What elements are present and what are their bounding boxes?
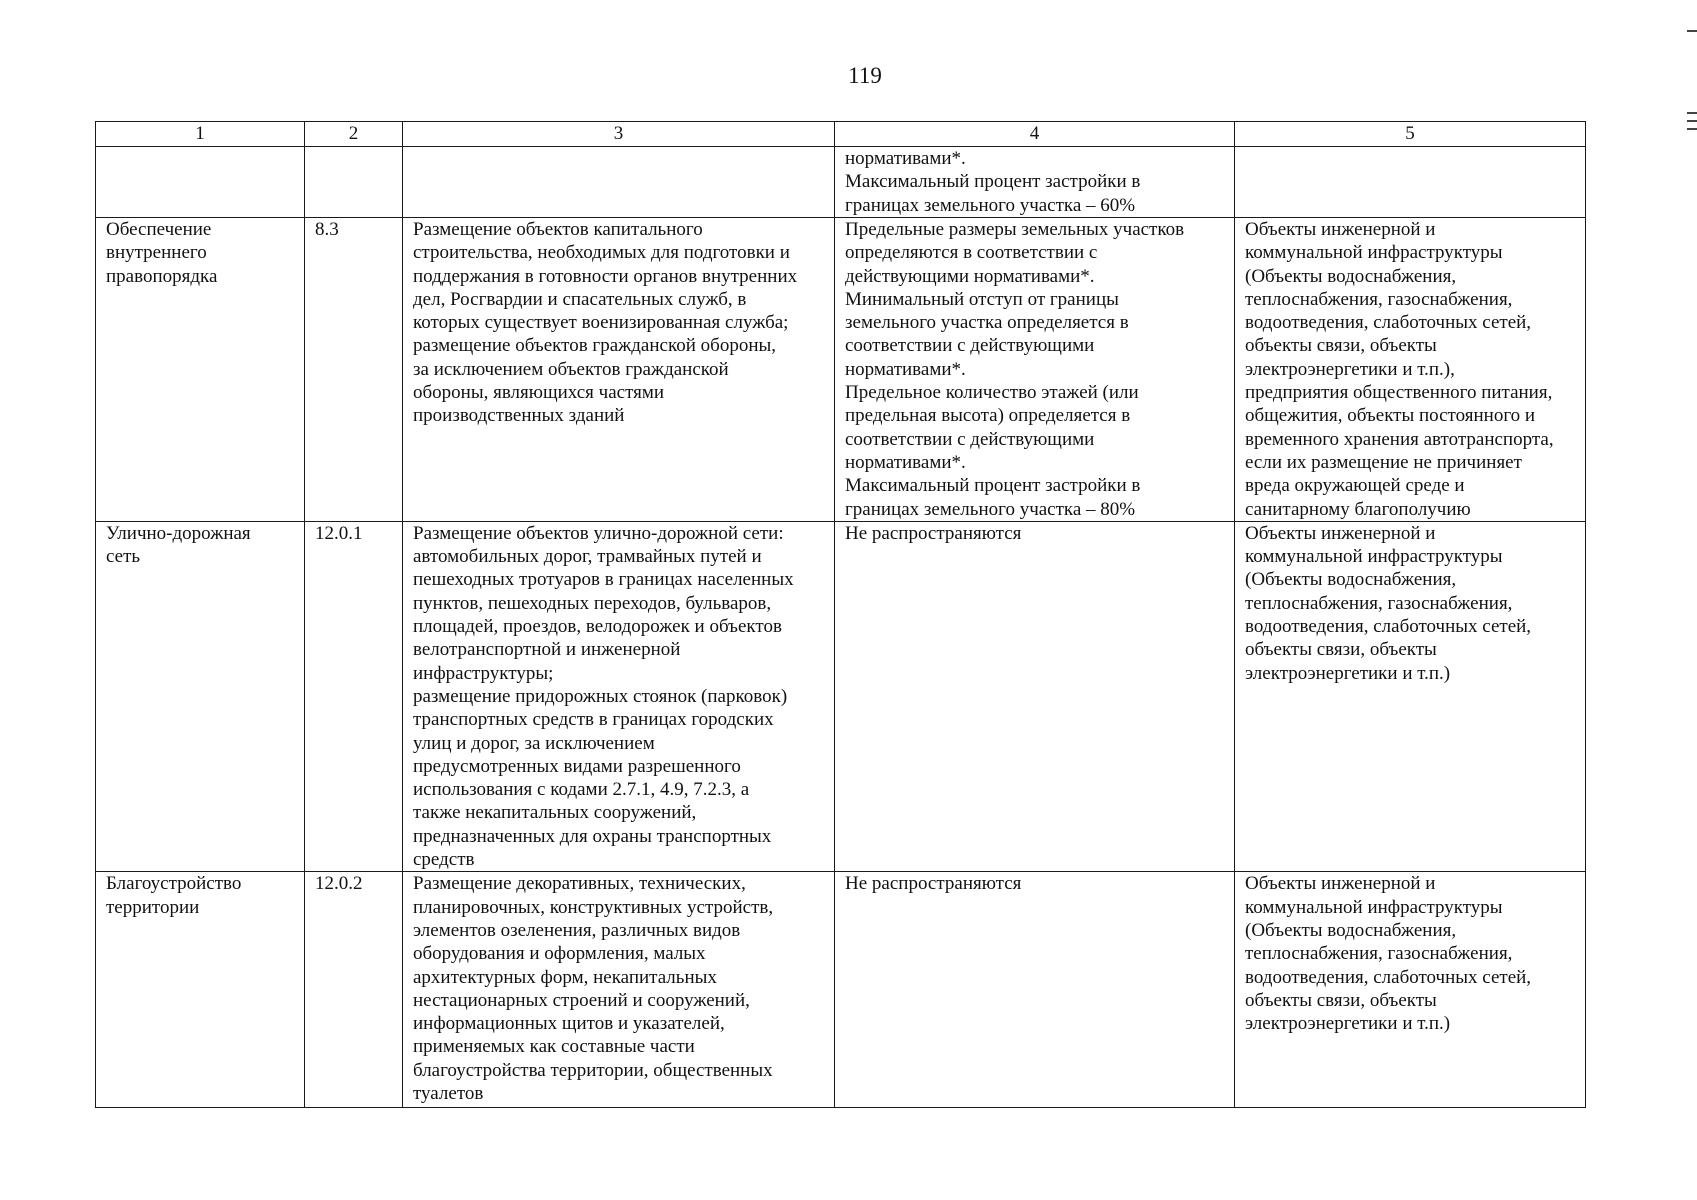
- auxiliary-cell: [1235, 218, 1586, 522]
- description-cell: [403, 872, 835, 1108]
- description-cell: [403, 147, 835, 218]
- use-description: Размещение декоративных, технических, планировочных, конструктивных устройств, элементов озеленения, различных видов оборудования и оформления, малых архитектурных форм, некапитальных нестационарных строений и сооружений, информационных щитов и указателей, применяемых как составные части благоустройства территории, общественных туалетов: [413, 873, 774, 1104]
- building-parameters: Не распространяются: [845, 873, 1022, 895]
- building-parameters: нормативами*. Максимальный процент застройки в границах земельного участка – 60%: [845, 148, 1141, 216]
- column-header: 5: [1235, 122, 1586, 147]
- edge-mark: [1687, 120, 1697, 122]
- use-code-cell: [305, 521, 403, 871]
- regulations-table: [95, 121, 1586, 1108]
- table-row: [96, 872, 1586, 1108]
- table-row: [96, 147, 1586, 218]
- parameters-cell: [835, 872, 1235, 1108]
- use-name: Благоустройство территории: [106, 873, 242, 918]
- use-code-cell: [305, 218, 403, 522]
- description-cell: [403, 218, 835, 522]
- table-row: [96, 218, 1586, 522]
- use-name: Обеспечение внутреннего правопорядка: [106, 219, 218, 287]
- use-name-cell: [96, 521, 305, 871]
- use-code-cell: [305, 872, 403, 1108]
- column-header: 3: [403, 122, 835, 147]
- use-name-cell: [96, 872, 305, 1108]
- description-cell: [403, 521, 835, 871]
- building-parameters: Предельные размеры земельных участков определяются в соответствии с действующими нормативами*. Минимальный отступ от границы земельного участка определяется в соответствии с действующими нормативами*. Предельное количество этажей (или предельная высота) определяется в соответствии с действующими нормативами*. Максимальный процент застройки в границах земельного участка – 80%: [845, 219, 1185, 520]
- use-code: 12.0.2: [315, 873, 363, 895]
- auxiliary-cell: [1235, 521, 1586, 871]
- use-name: Улично-дорожная сеть: [106, 522, 251, 568]
- column-header: 2: [305, 122, 403, 147]
- use-name-cell: [96, 218, 305, 522]
- use-code: 12.0.1: [315, 522, 363, 544]
- header-row: [96, 122, 1586, 147]
- auxiliary-uses: Объекты инженерной и коммунальной инфраструктуры (Объекты водоснабжения, теплоснабжения, газоснабжения, водоотведения, слаботочных сетей, объекты связи, объекты электроэнергетики и т.п.): [1245, 873, 1532, 1035]
- parameters-cell: [835, 147, 1235, 218]
- building-parameters: Не распространяются: [845, 522, 1022, 544]
- auxiliary-cell: [1235, 872, 1586, 1108]
- auxiliary-uses: Объекты инженерной и коммунальной инфраструктуры (Объекты водоснабжения, теплоснабжения, газоснабжения, водоотведения, слаботочных сетей, объекты связи, объекты электроэнергетики и т.п.): [1245, 522, 1532, 684]
- edge-mark: [1687, 112, 1697, 114]
- use-code: 8.3: [315, 219, 339, 240]
- page-number: 119: [848, 63, 882, 88]
- use-description: Размещение объектов улично-дорожной сети: автомобильных дорог, трамвайных путей и пешеходных тротуаров в границах населенных пунктов, пешеходных переходов, бульваров, площадей, проездов, велодорожек и объектов велотранспортной и инженерной инфраструктуры; размещение придорожных стоянок (парковок) транспортных средств в границах городских улиц и дорог, за исключением предусмотренных видами разрешенного использования с кодами 2.7.1, 4.9, 7.2.3, а также некапитальных сооружений, предназначенных для охраны транспортных средств: [413, 522, 794, 871]
- parameters-cell: [835, 521, 1235, 871]
- use-description: Размещение объектов капитального строительства, необходимых для подготовки и поддержания в готовности органов внутренних дел, Росгвардии и спасательных служб, в которых существует военизированная служба; размещение объектов гражданской обороны, за исключением объектов гражданской обороны, являющихся частями производственных зданий: [413, 219, 798, 427]
- use-name-cell: [96, 147, 305, 218]
- edge-mark: [1687, 128, 1697, 130]
- column-header: 1: [96, 122, 305, 147]
- edge-mark: [1687, 30, 1697, 32]
- auxiliary-cell: [1235, 147, 1586, 218]
- parameters-cell: [835, 218, 1235, 522]
- table-row: [96, 521, 1586, 871]
- auxiliary-uses: Объекты инженерной и коммунальной инфраструктуры (Объекты водоснабжения, теплоснабжения, газоснабжения, водоотведения, слаботочных сетей, объекты связи, объекты электроэнергетики и т.п.), предприятия общественного питания, общежития, объекты постоянного и временного хранения автотранспорта, если их размещение не причиняет вреда окружающей среде и санитарному благополучию: [1245, 219, 1554, 520]
- column-header: 4: [835, 122, 1235, 147]
- use-code-cell: [305, 147, 403, 218]
